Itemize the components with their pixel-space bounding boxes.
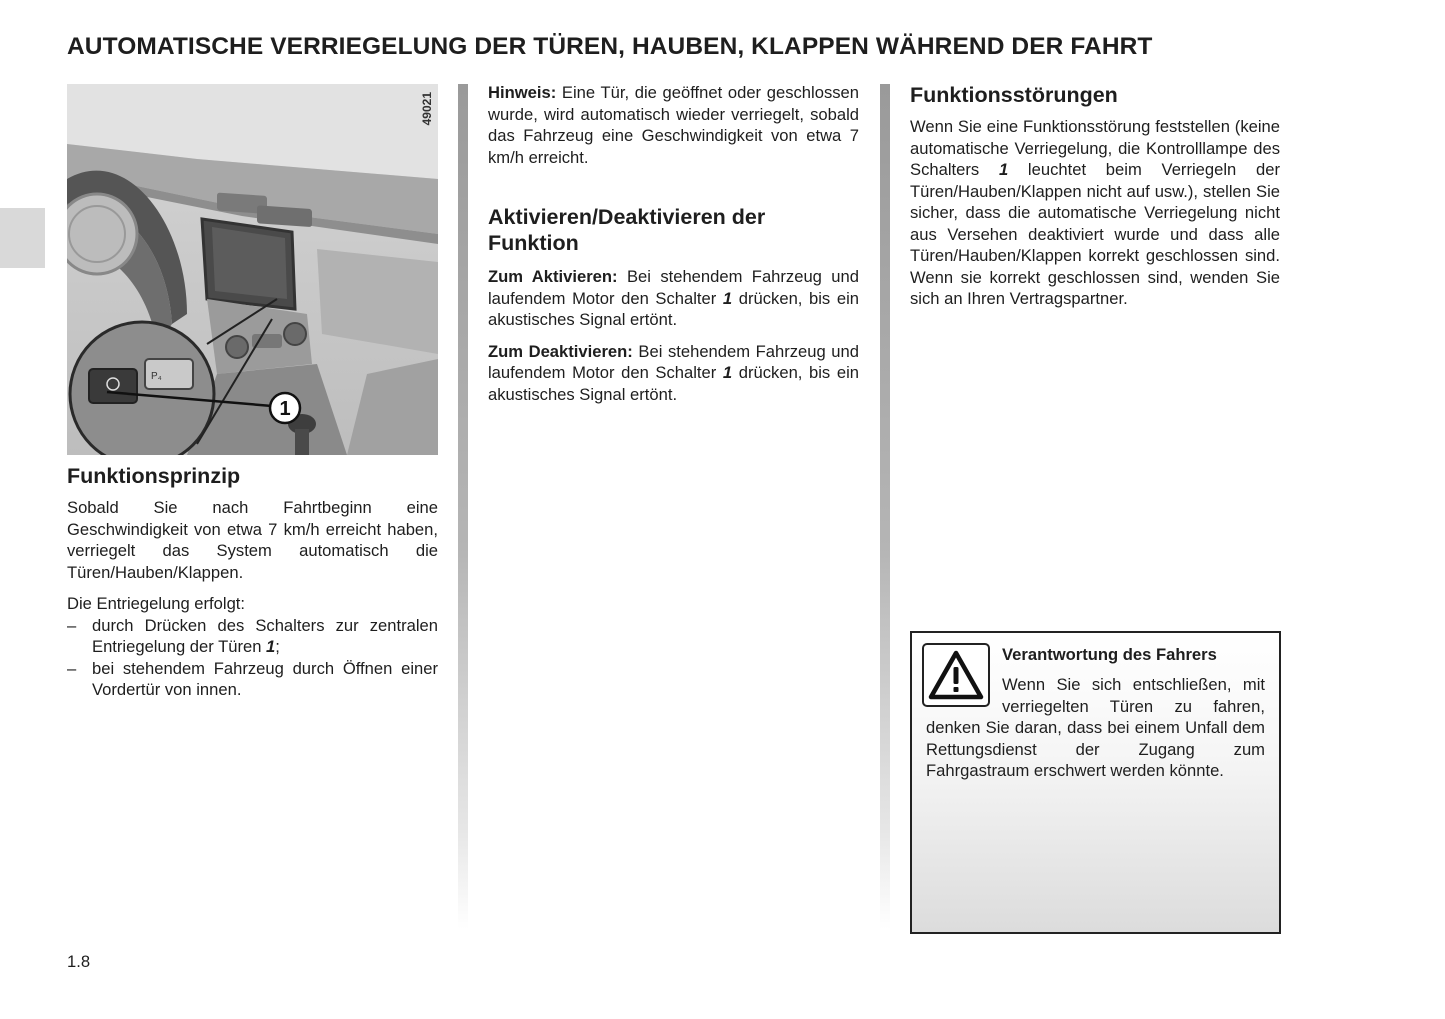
column-left — [67, 84, 438, 701]
list-item — [67, 615, 438, 658]
figure-number: 49021 — [420, 92, 434, 126]
note-text: Eine Tür, die geöffnet oder geschlossen wurde, wird automatisch wieder verriegelt, sobald das Fahrzeug eine Geschwindigkeit von etwa 7 km/h erreicht. — [488, 83, 859, 167]
heading-funktionsstoerungen: Funktionsstörungen — [910, 83, 1118, 107]
switch-ref: 1 — [266, 637, 276, 656]
para-principle: Sobald Sie nach Fahrtbeginn eine Geschwindigkeit von etwa 7 km/h erreicht haben, verriegelt das System automatisch die Türen/Hauben/Klappen. — [67, 498, 438, 582]
callout-label: 1 — [279, 398, 291, 420]
switch-ref: 1 — [722, 363, 733, 382]
activate-paragraph — [488, 266, 859, 331]
column-right — [910, 82, 1280, 310]
warning-title: Verantwortung des Fahrers — [1002, 645, 1217, 664]
activate-label: Zum Aktivieren: — [488, 267, 618, 286]
deactivate-text: Bei stehendem Fahrzeug und laufendem Motor den Schalter — [488, 341, 859, 382]
section-tab — [0, 208, 45, 268]
page-title: AUTOMATISCHE VERRIEGELUNG DER TÜREN, HAUBEN, KLAPPEN WÄHREND DER FAHRT — [67, 33, 1153, 60]
list-item: – bei stehendem Fahrzeug durch Öffnen einer Vordertür von innen. — [67, 658, 438, 701]
para-unlock-intro: Die Entriegelung erfolgt: — [67, 594, 246, 613]
note-label: Hinweis: — [488, 83, 557, 102]
warning-text: Wenn Sie sich entschließen, mit verriegelten Türen zu fahren, denken Sie daran, dass bei einem Unfall dem Rettungsdienst der Zugang zum Fahrgastraum erschwert werden könnte. — [926, 675, 1265, 780]
malfunction-paragraph — [910, 116, 1280, 310]
heading-aktivieren: Aktivieren/Deaktivieren der Funktion — [488, 205, 766, 255]
list-item-text: durch Drücken des Schalters zur zentralen Entriegelung der Türen — [92, 615, 438, 656]
activate-end: drücken, bis ein akustisches Signal ertönt. — [488, 288, 859, 329]
unlock-list — [67, 615, 438, 701]
dashboard-drawing — [67, 84, 438, 455]
switch-ref: 1 — [998, 160, 1009, 179]
malfunction-text-b: leuchtet beim Verriegeln der Türen/Hauben/Klappen nicht auf usw.), stellen Sie sicher, dass die automatische Verriegelung nicht aus Versehen deaktiviert wurde und dass alle Türen/Hauben/Klappen korrekt geschlossen sind. Wenn sie korrekt geschlossen sind, wenden Sie sich an Ihren Vertragspartner. — [910, 160, 1281, 308]
svg-text:P₄: P₄ — [151, 371, 162, 382]
deactivate-end: drücken, bis ein akustisches Signal ertönt. — [488, 363, 859, 404]
deactivate-paragraph — [488, 341, 859, 406]
deactivate-label: Zum Deaktivieren: — [488, 341, 633, 361]
column-divider — [458, 84, 468, 929]
heading-funktionsprinzip: Funktionsprinzip — [67, 464, 241, 488]
list-item-end: ; — [275, 637, 280, 656]
note-paragraph — [488, 82, 859, 168]
warning-box — [910, 631, 1281, 934]
dashboard-illustration — [67, 84, 438, 455]
warning-icon — [922, 643, 990, 707]
malfunction-text-a: Wenn Sie eine Funktionsstörung feststellen (keine automatische Verriegelung, die Kontrolllampe des Schalters — [910, 117, 1280, 179]
page-number: 1.8 — [67, 952, 91, 971]
switch-ref: 1 — [722, 288, 733, 308]
column-middle — [488, 82, 859, 405]
activate-text: Bei stehendem Fahrzeug und laufendem Motor den Schalter — [488, 267, 859, 308]
column-divider — [880, 84, 890, 929]
